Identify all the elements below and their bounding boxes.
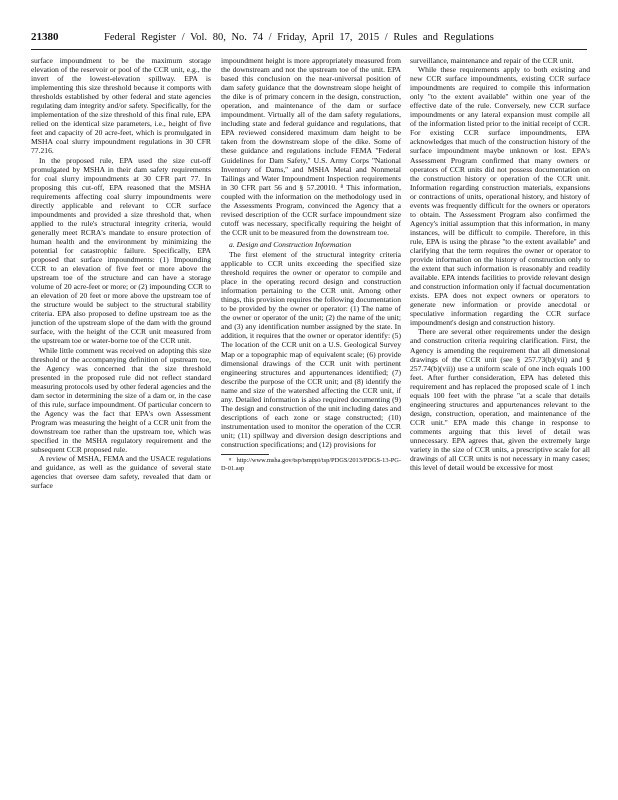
paragraph: impoundment height is more appropriately measured from the downstream and not the upstream toe of the unit. EPA based this conclusion on the near-universal position of dam safety guidance that the downstream slope height of the dike is of primary concern in the design, construction, operation, and maintenance of the dam or surface impoundment. Virtually all of the dam safety regulations, including state and federal guidance and regulations, that EPA reviewed considered maximum dam height to be taken from the downstream slope of the dike. Some of these guidance and regulations include FEMA ''Federal Guidelines for Dam Safety,'' U.S. Army Corps ''National Inventory of Dams,'' and MSHA Metal and Nonmetal Tailings and Water Impoundment Inspection requirements in 30 CFR part 56 and § 57.20010. ⁸ This information, coupled with the information on the methodology used in the Assessments Program, convinced the Agency that a revised description of the CCR surface impoundment size cutoff was necessary, specifically requiring the height of the CCR unit to be measured from the downstream toe. (221, 56, 401, 237)
text-column-right (410, 56, 590, 786)
text-column-middle (221, 56, 401, 786)
footnote-rule (221, 454, 269, 455)
page-number: 21380 (31, 31, 59, 43)
paragraph: The first element of the structural integrity criteria applicable to CCR units exceeding the specified size threshold requires the owner or operator to compile and place in the operating record design and construction information pertaining to the CCR unit. Among other things, this provision requires the following documentation to be provided by the owner or operator: (1) The name of the owner or operator of the unit; (2) the name of the unit; and (3) any identification number assigned by the state. In addition, it requires that the owner or operator identify: (5) The location of the CCR unit on a U.S. Geological Survey Map or a topographic map of equivalent scale; (6) provide dimensional drawings of the CCR unit with pertinent engineering structures and appurtenances identified; (7) describe the purpose of the CCR unit; and (8) identify the name and size of the watershed affecting the CCR unit, if any. Detailed information is also required documenting (9) The design and construction of the unit including dates and descriptions of each zone or stage constructed; (10) instrumentation used to monitor the operation of the CCR unit; (11) spillway and diversion design descriptions and construction specifications; and (12) provisions for (221, 249, 401, 449)
paragraph: While little comment was received on adopting this size threshold or the accompanying definition of upstream toe, the Agency was concerned that the size threshold presented in the proposed rule did not reflect standard measuring protocols used by other federal agencies and the dam sector in determining the size of a dam or, in the case of this rule, surface impoundment. Of particular concern to the Agency was the fact that EPA's own Assessment Program was measuring the height of a CCR unit from the downstream toe rather than the upstream toe, which was specified in the MSHA regulatory requirement and the subsequent CCR proposed rule. (31, 345, 211, 455)
section-heading: a. Design and Construction Information (229, 239, 352, 249)
page-header (31, 31, 586, 47)
paragraph: There are several other requirements under the design and construction criteria requiring clarification. First, the Agency is amending the requirement that all dimensional drawings of the CCR unit (see § 257.73(b)(vii) and § 257.74(b)(vii)) use a uniform scale of one inch equals 100 feet. After further consideration, EPA has deleted this requirement and has replaced the proposed scale of 1 inch equals 100 feet with the phrase ''at a scale that details engineering structures and appurtenances relevant to the design, construction, operation, and maintenance of the CCR unit.'' EPA made this change in response to comments arguing that this level of detail was unnecessary. EPA agrees that, given the extremely large variety in the size of CCR units, a prescriptive scale for all drawings of all CCR units is not necessary in many cases; this level of detail would be excessive for most (410, 327, 590, 473)
running-head: Federal Register / Vol. 80, No. 74 / Friday, April 17, 2015 / Rules and Regulations (104, 32, 494, 43)
paragraph: While these requirements apply to both existing and new CCR surface impoundments, existing CCR surface impoundments are required to compile this information only ''to the extent available'' within one year of the effective date of the rule. Conversely, new CCR surface impoundments or any lateral expansion must compile all of the information listed prior to the initial receipt of CCR. For existing CCR surface impoundments, EPA acknowledges that much of the construction history of the surface impoundment maybe unknown or lost. EPA's Assessment Program confirmed that many owners or operators of CCR units did not possess documentation on the construction history or operation of the CCR unit. Information regarding construction materials, expansions or contractions of units, operational history, and history of events was frequently difficult for the owners or operators to obtain. The Assessment Program also confirmed the Agency's initial assumption that this information, in many instances, will be difficult to compile. Therefore, in this rule, EPA is using the phrase ''to the extent available'' and clarifying that the term requires the owner or operator to provide information on the history of construction only to the extent that such information is reasonably and readily available. EPA intends facilities to provide relevant design and construction information only if factual documentation exists. EPA does not expect owners or operators to generate new information or provide anecdotal or speculative information regarding the CCR surface impoundment's design and construction history. (410, 65, 590, 328)
paragraph: A review of MSHA, FEMA and the USACE regulations and guidance, as well as the guidance of several state agencies that oversee dam safety, revealed that dam or surface (31, 454, 211, 491)
paragraph: In the proposed rule, EPA used the size cut-off promulgated by MSHA in their dam safety requirements for coal slurry impoundments at 30 CFR part 77. In proposing this cut-off, EPA reasoned that the MSHA requirements affecting coal slurry impoundments were directly applicable and relevant to CCR surface impoundments and provided a size threshold that, when applied to the rule's structural integrity criteria, would generally meet RCRA's mandate to ensure protection of human health and the environment by minimizing the potential for catastrophic failure. Specifically, EPA proposed that surface impoundments: (1) Impounding CCR to an elevation of five feet or more above the upstream toe of the structure and can have a storage volume of 20 acre-feet or more; or (2) impounding CCR to an elevation of 20 feet or more above the upstream toe of the structure would be subject to the structural stability criteria. EPA also proposed to define upstream toe as the junction of the upstream slope of the dam with the ground surface, with the height of the CCR unit measured from the upstream toe or water-borne toe of the CCR unit. (31, 155, 211, 346)
text-column-left (31, 56, 211, 786)
paragraph: surveillance, maintenance and repair of the CCR unit. (410, 56, 574, 65)
paragraph: surface impoundment to be the maximum storage elevation of the reservoir or pool of the CCR unit, e.g., the invert of the lowest-elevation spillway. EPA is implementing this size threshold because it comports with thresholds established by other federal and state agencies regulating dam integrity and/or safety. Specifically, for the implementation of the size threshold of this final rule, EPA relied on the identical size parameters, i.e., height of five feet and capacity of 20 acre-feet, which is promulgated in MSHA coal slurry impoundment regulations in 30 CFR 77.216. (31, 56, 211, 156)
footnote: ⁸ http://www.msha.gov/tsp/tsmppi/tsp/PDGS/2013/PDGS-13-PG-D-01.asp (221, 457, 401, 472)
header-rule (31, 49, 587, 50)
